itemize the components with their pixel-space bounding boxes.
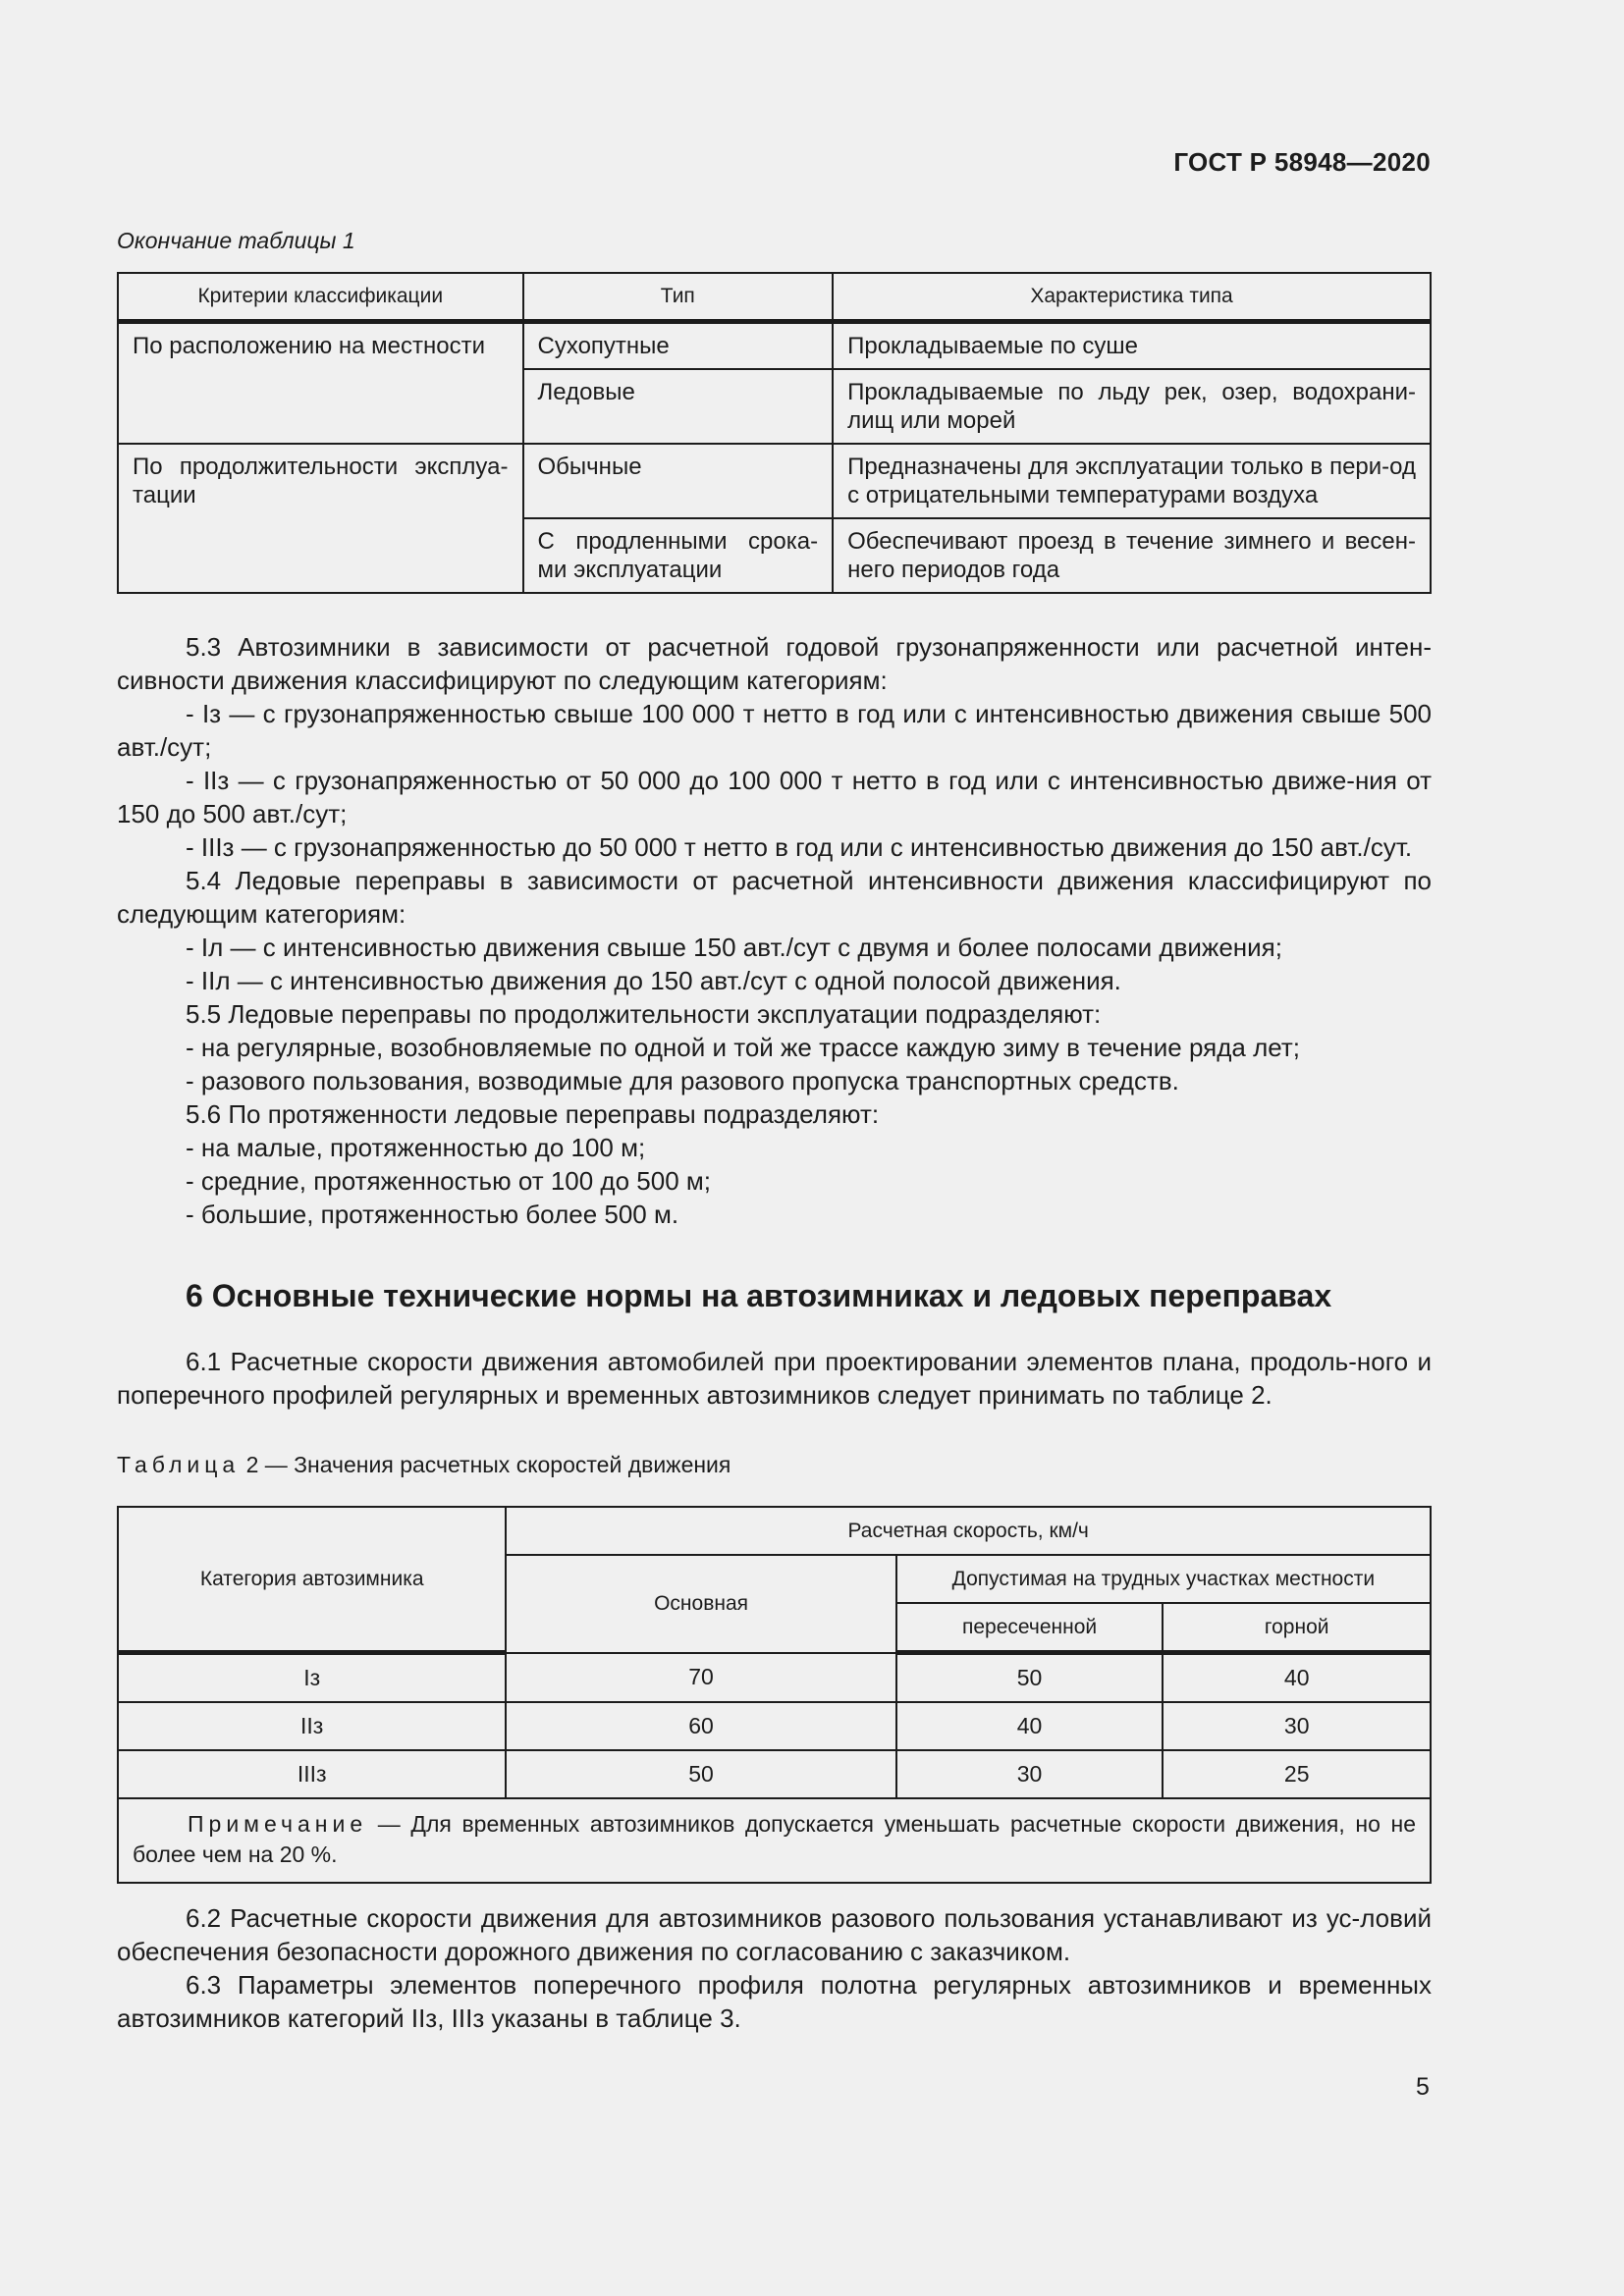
rugged-speed-cell: 50 bbox=[896, 1653, 1164, 1703]
speed-table bbox=[117, 1506, 1432, 1884]
description-cell: Обеспечивают проезд в течение зимнего и весен-него периодов года bbox=[833, 518, 1431, 593]
note-text: — Для временных автозимников допускается уменьшать расчетные скорости движения, но не более чем на 20 %. bbox=[133, 1811, 1416, 1867]
paragraph: 6.2 Расчетные скорости движения для автозимников разового пользования устанавливают из ус-ловий обеспечения безопасности дорожного движения по согласованию с заказчиком. bbox=[117, 1903, 1432, 1966]
type-cell: Ледовые bbox=[523, 369, 834, 444]
criterion-cell: По расположению на местности bbox=[118, 322, 523, 445]
table1-caption: Окончание таблицы 1 bbox=[117, 228, 355, 253]
table-row bbox=[118, 1702, 1431, 1750]
section-5-text bbox=[117, 630, 1432, 1231]
document-code: ГОСТ Р 58948—2020 bbox=[1173, 147, 1431, 177]
column-header-criteria: Критерии классификации bbox=[118, 273, 523, 322]
list-item: - средние, протяженностью от 100 до 500 м; bbox=[186, 1166, 711, 1196]
mountain-speed-cell: 25 bbox=[1163, 1750, 1431, 1798]
table2-caption bbox=[117, 1452, 731, 1478]
list-item: - IIз — с грузонапряженностью от 50 000 до 100 000 т нетто в год или с интенсивностью движе-ния от 150 до 500 авт./сут; bbox=[117, 766, 1432, 828]
column-header-rugged: пересеченной bbox=[896, 1603, 1164, 1653]
page-number: 5 bbox=[1416, 2073, 1430, 2101]
list-item: - IIIз — с грузонапряженностью до 50 000 т нетто в год или с интенсивностью движения до 150 авт./сут. bbox=[186, 832, 1413, 862]
list-item: - разового пользования, возводимые для разового пропуска транспортных средств. bbox=[186, 1066, 1179, 1095]
classification-table bbox=[117, 272, 1432, 594]
list-item: - IIл — с интенсивностью движения до 150 авт./сут с одной полосой движения. bbox=[186, 966, 1121, 995]
table-row bbox=[118, 444, 1431, 518]
table2-caption-label: Таблица bbox=[117, 1452, 241, 1477]
table-row bbox=[118, 1653, 1431, 1703]
section-heading: 6 Основные технические нормы на автозимниках и ледовых переправах bbox=[186, 1278, 1332, 1313]
table-note bbox=[118, 1798, 1431, 1883]
table-row bbox=[118, 322, 1431, 370]
paragraph: 6.1 Расчетные скорости движения автомобилей при проектировании элементов плана, продоль-ного и поперечного профилей регулярных и временных автозимников следует принимать по таблице 2. bbox=[117, 1347, 1432, 1410]
description-cell: Прокладываемые по льду рек, озер, водохрани-лищ или морей bbox=[833, 369, 1431, 444]
table-note-row bbox=[118, 1798, 1431, 1883]
paragraph: 5.3 Автозимники в зависимости от расчетной годовой грузонапряженности или расчетной интен-сивности движения классифицируют по следующим категориям: bbox=[117, 632, 1432, 695]
type-cell: Обычные bbox=[523, 444, 834, 518]
criterion-cell: По продолжительности эксплуа-тации bbox=[118, 444, 523, 593]
category-cell: IIIз bbox=[118, 1750, 506, 1798]
main-speed-cell: 70 bbox=[506, 1653, 895, 1703]
paragraph: 5.6 По протяженности ледовые переправы подразделяют: bbox=[186, 1099, 880, 1129]
table2-caption-title: 2 — Значения расчетных скоростей движения bbox=[240, 1452, 731, 1477]
type-cell: Сухопутные bbox=[523, 322, 834, 370]
paragraph: 6.3 Параметры элементов поперечного профиля полотна регулярных автозимников и временных автозимников категорий IIз, IIIз указаны в таблице 3. bbox=[117, 1970, 1432, 2033]
list-item: - на регулярные, возобновляемые по одной и той же трассе каждую зиму в течение ряда лет; bbox=[186, 1033, 1300, 1062]
list-item: - на малые, протяженностью до 100 м; bbox=[186, 1133, 646, 1162]
paragraph: 5.4 Ледовые переправы в зависимости от расчетной интенсивности движения классифицируют по следующим категориям: bbox=[117, 866, 1432, 929]
table-header-row bbox=[118, 273, 1431, 322]
type-cell: С продленными срока-ми эксплуатации bbox=[523, 518, 834, 593]
column-header-speed: Расчетная скорость, км/ч bbox=[506, 1507, 1431, 1555]
table-header-row bbox=[118, 1507, 1431, 1555]
column-header-mountain: горной bbox=[1163, 1603, 1431, 1653]
column-header-allowed: Допустимая на трудных участках местности bbox=[896, 1555, 1431, 1603]
rugged-speed-cell: 40 bbox=[896, 1702, 1164, 1750]
column-header-main: Основная bbox=[506, 1555, 895, 1653]
main-speed-cell: 50 bbox=[506, 1750, 895, 1798]
column-header-characteristic: Характеристика типа bbox=[833, 273, 1431, 322]
list-item: - Iл — с интенсивностью движения свыше 150 авт./сут с двумя и более полосами движения; bbox=[186, 933, 1282, 962]
paragraph: 5.5 Ледовые переправы по продолжительности эксплуатации подразделяют: bbox=[186, 999, 1102, 1029]
section-6-text bbox=[117, 1901, 1432, 2035]
section-6-intro bbox=[117, 1345, 1432, 1412]
column-header-category: Категория автозимника bbox=[118, 1507, 506, 1653]
list-item: - Iз — с грузонапряженностью свыше 100 000 т нетто в год или с интенсивностью движения свыше 500 авт./сут; bbox=[117, 699, 1432, 762]
description-cell: Прокладываемые по суше bbox=[833, 322, 1431, 370]
main-speed-cell: 60 bbox=[506, 1702, 895, 1750]
table-row bbox=[118, 1750, 1431, 1798]
column-header-type: Тип bbox=[523, 273, 834, 322]
note-label: Примечание bbox=[188, 1811, 368, 1837]
list-item: - большие, протяженностью более 500 м. bbox=[186, 1200, 679, 1229]
mountain-speed-cell: 30 bbox=[1163, 1702, 1431, 1750]
category-cell: IIз bbox=[118, 1702, 506, 1750]
mountain-speed-cell: 40 bbox=[1163, 1653, 1431, 1703]
rugged-speed-cell: 30 bbox=[896, 1750, 1164, 1798]
category-cell: Iз bbox=[118, 1653, 506, 1703]
description-cell: Предназначены для эксплуатации только в пери-од с отрицательными температурами воздуха bbox=[833, 444, 1431, 518]
